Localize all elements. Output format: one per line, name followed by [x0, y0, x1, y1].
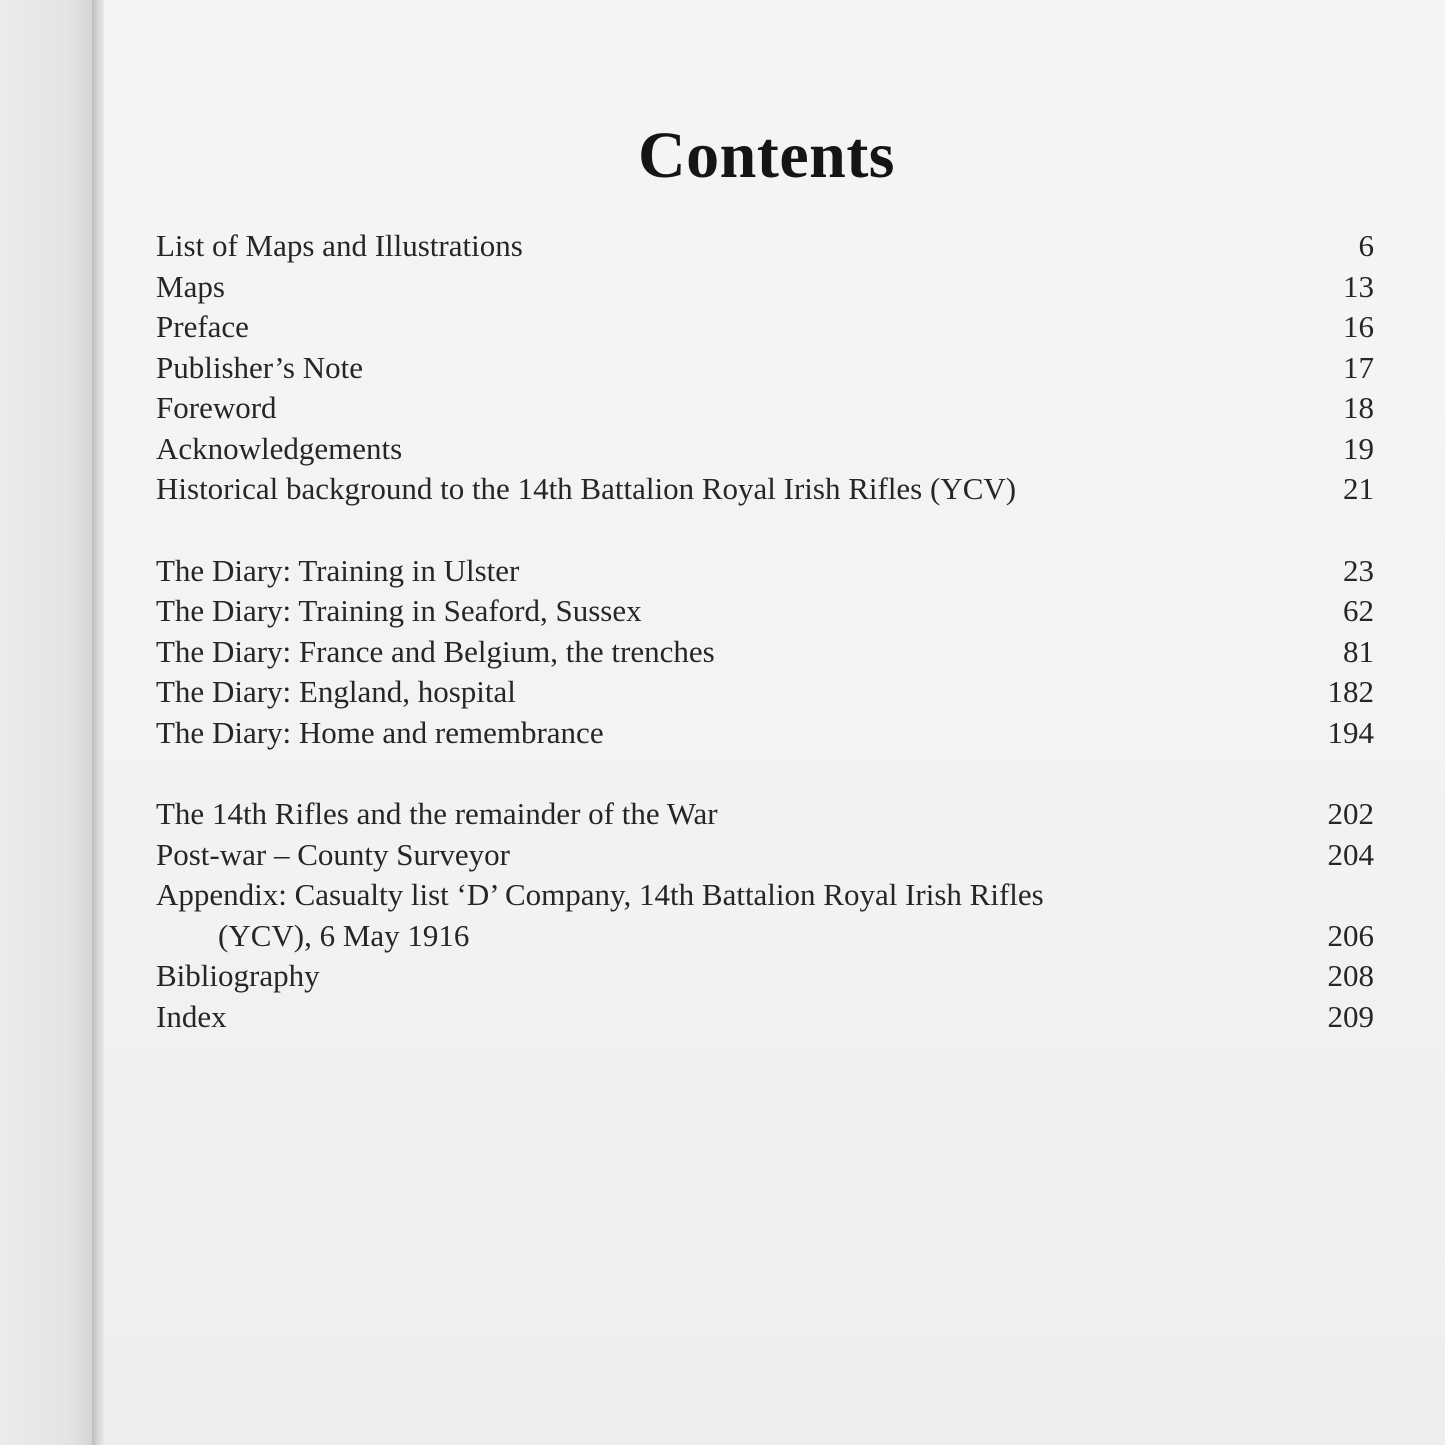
toc-entry [156, 713, 1374, 754]
toc-entry-page: 19 [1343, 430, 1374, 466]
toc-entry-label: The Diary: Training in Seaford, Sussex [156, 593, 642, 628]
toc-entry [156, 551, 1374, 592]
toc-entry-page: 23 [1343, 552, 1374, 588]
contents-page [104, 0, 1445, 1445]
toc-entry-label: The Diary: Home and remembrance [156, 714, 604, 750]
toc-entry-page: 16 [1343, 309, 1374, 344]
toc-entry-label: Index [156, 998, 227, 1034]
toc-entry-label: The Diary: Training in Ulster [156, 552, 520, 588]
toc-entry-label: List of Maps and Illustrations [156, 228, 523, 263]
toc-entry-label: Foreword [156, 390, 277, 425]
toc-entry-page: 18 [1343, 390, 1374, 425]
toc-entry [156, 875, 1374, 916]
toc-entry [156, 835, 1374, 876]
toc-entry [156, 388, 1374, 429]
table-of-contents [156, 226, 1374, 1078]
toc-entry-page: 209 [1327, 998, 1374, 1034]
toc-entry-page: 21 [1343, 471, 1374, 506]
toc-entry-page: 206 [1327, 917, 1374, 953]
facing-page-edge [0, 0, 96, 1445]
toc-entry-page: 6 [1358, 228, 1374, 263]
toc-entry-page: 194 [1327, 714, 1374, 750]
toc-entry-label: Bibliography [156, 958, 320, 993]
toc-entry [156, 226, 1374, 267]
toc-entry [156, 672, 1374, 713]
toc-group-diary [156, 551, 1374, 754]
toc-entry-page: 208 [1327, 958, 1374, 993]
toc-entry [156, 794, 1374, 835]
toc-entry [156, 267, 1374, 308]
toc-entry [156, 591, 1374, 632]
toc-entry-page: 17 [1343, 349, 1374, 385]
toc-entry-label: Preface [156, 309, 249, 344]
toc-entry-page: 62 [1343, 593, 1374, 628]
toc-entry-continuation [156, 916, 1374, 957]
toc-entry-page: 204 [1327, 836, 1374, 872]
toc-entry-label: The Diary: France and Belgium, the trenches [156, 633, 715, 669]
toc-entry-label: The 14th Rifles and the remainder of the War [156, 796, 718, 831]
toc-entry [156, 348, 1374, 389]
toc-entry-label: Maps [156, 268, 225, 304]
page-title: Contents [637, 119, 895, 192]
toc-entry-label: Historical background to the 14th Battalion Royal Irish Rifles (YCV) [156, 471, 1017, 506]
toc-entry-page: 13 [1343, 268, 1374, 304]
toc-entry [156, 469, 1374, 510]
toc-entry [156, 956, 1374, 997]
toc-entry-label: Acknowledgements [156, 430, 403, 466]
toc-entry-label-continued: (YCV), 6 May 1916 [218, 917, 470, 953]
toc-group-back-matter [156, 794, 1374, 1037]
toc-entry [156, 997, 1374, 1038]
toc-entry-page: 81 [1343, 633, 1374, 669]
toc-group-front-matter [156, 226, 1374, 510]
toc-entry [156, 307, 1374, 348]
toc-entry [156, 429, 1374, 470]
toc-entry-label: Appendix: Casualty list ‘D’ Company, 14th Battalion Royal Irish Rifles [156, 877, 1044, 912]
toc-entry-page: 202 [1327, 796, 1374, 831]
toc-entry-label: Post-war – County Surveyor [156, 836, 510, 872]
toc-entry [156, 632, 1374, 673]
toc-entry-page: 182 [1327, 674, 1374, 709]
toc-entry-label: The Diary: England, hospital [156, 674, 516, 709]
toc-entry-label: Publisher’s Note [156, 349, 363, 385]
